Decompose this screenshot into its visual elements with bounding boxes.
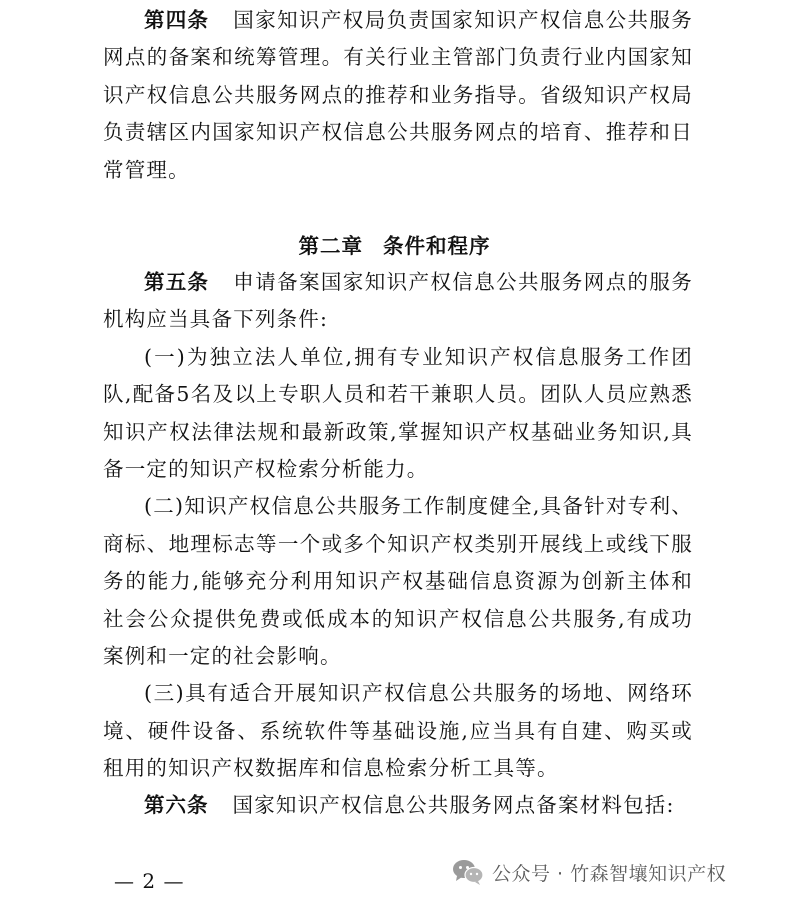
watermark	[452, 858, 726, 886]
article-5-item-3: (三)具有适合开展知识产权信息公共服务的场地、网络环境、硬件设备、系统软件等基础设施,应当具有自建、购买或租用的知识产权数据库和信息检索分析工具等。	[103, 681, 693, 781]
page-number: — 2 —	[114, 869, 185, 893]
chapter-title: 条件和程序	[383, 234, 491, 258]
article-5-item-1: (一)为独立法人单位,拥有专业知识产权信息服务工作团队,配备5名及以上专职人员和若干兼职人员。团队人员应熟悉知识产权法律法规和最新政策,掌握知识产权基础业务知识,具备一定的知识产权检索分析能力。	[103, 344, 693, 482]
article-4-label: 第四条	[144, 8, 210, 32]
article-5	[103, 264, 693, 788]
chapter-number: 第二章	[298, 234, 363, 258]
chapter-heading	[0, 228, 789, 265]
article-6-text: 国家知识产权信息公共服务网点备案材料包括:	[232, 793, 675, 817]
article-5-paragraph	[103, 264, 693, 339]
article-5-item-2: (二)知识产权信息公共服务工作制度健全,具备针对专利、商标、地理标志等一个或多个知识产权类别开展线上或线下服务的能力,能够充分利用知识产权基础信息资源为创新主体和社会公众提供免费或低成本的知识产权信息公共服务,有成功案例和一定的社会影响。	[103, 494, 693, 669]
article-6-label: 第六条	[144, 793, 209, 817]
article-4-text: 国家知识产权局负责国家知识产权信息公共服务网点的备案和统筹管理。有关行业主管部门负责行业内国家知识产权信息公共服务网点的推荐和业务指导。省级知识产权局负责辖区内国家知识产权信息公共服务网点的培育、推荐和日常管理。	[103, 8, 694, 182]
article-5-label: 第五条	[144, 270, 210, 294]
article-6-paragraph	[103, 787, 693, 824]
wechat-icon	[452, 858, 484, 886]
article-4	[103, 2, 693, 189]
article-6	[103, 787, 693, 824]
article-4-paragraph	[103, 2, 693, 189]
watermark-text: 公众号 · 竹森智壤知识产权	[492, 862, 727, 885]
article-5-text: 申请备案国家知识产权信息公共服务网点的服务机构应当具备下列条件:	[103, 270, 694, 332]
